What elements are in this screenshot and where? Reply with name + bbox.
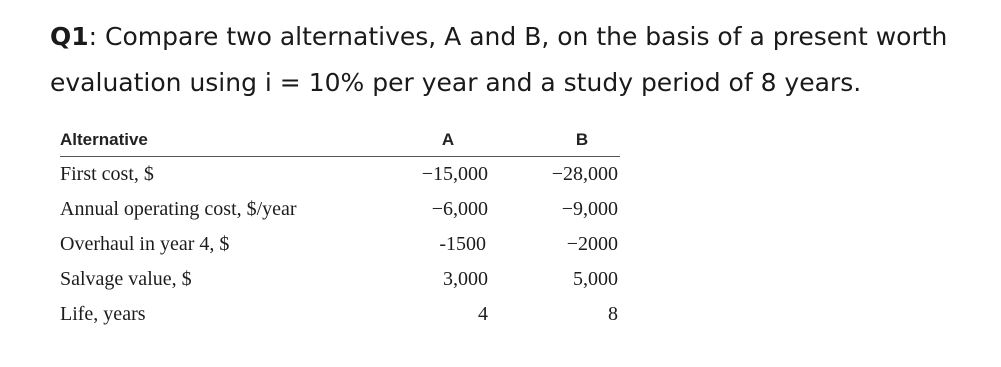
- table-row: [60, 262, 620, 297]
- cell-a: 3,000: [443, 268, 488, 290]
- header-b: B: [575, 130, 589, 149]
- row-label: Salvage value, $: [60, 268, 192, 290]
- question-text: [50, 14, 990, 106]
- header-a: A: [441, 130, 455, 149]
- table-header: [60, 128, 620, 157]
- row-label: Overhaul in year 4, $: [60, 233, 230, 255]
- cell-b: −9,000: [561, 198, 618, 220]
- cell-b: −2000: [566, 233, 618, 255]
- cell-a: −15,000: [421, 163, 488, 185]
- row-label: Annual operating cost, $/year: [60, 198, 297, 220]
- table-row: [60, 192, 620, 227]
- row-label: First cost, $: [60, 163, 154, 185]
- cell-b: 5,000: [573, 268, 618, 290]
- cell-a: −6,000: [431, 198, 488, 220]
- table-row: [60, 227, 620, 262]
- question-body: : Compare two alternatives, A and B, on the basis of a present worth evaluation using i = 10% per year and a study period of 8 years.: [50, 22, 948, 97]
- row-label: Life, years: [60, 303, 146, 325]
- cell-a: -1500: [439, 233, 486, 255]
- table-row: [60, 157, 620, 192]
- comparison-table: [60, 128, 620, 332]
- cell-b: −28,000: [551, 163, 618, 185]
- header-alternative: Alternative: [60, 130, 148, 149]
- table-row: [60, 297, 620, 332]
- question-label: Q1: [50, 22, 89, 51]
- cell-a: 4: [478, 303, 488, 325]
- cell-b: 8: [608, 303, 618, 325]
